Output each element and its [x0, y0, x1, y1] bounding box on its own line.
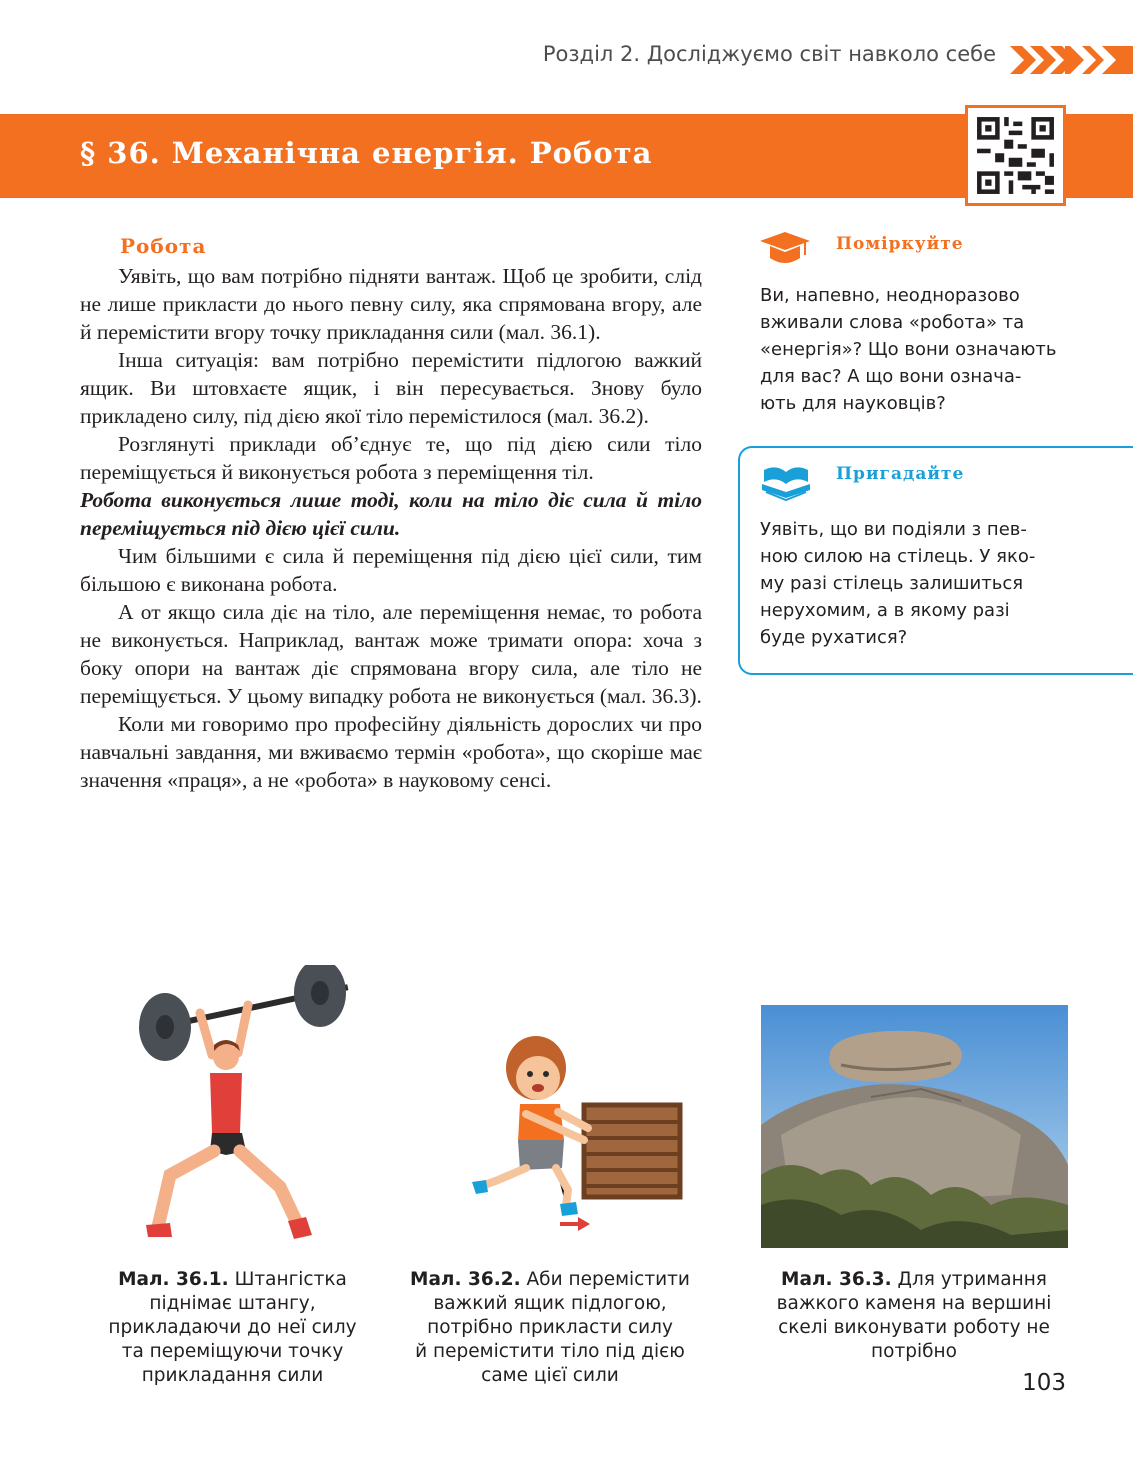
figure-caption-text: Аби перемістити важкий ящик підлогою, потрібно прикласти силу й перемістити тіло під дією саме цієї сили — [415, 1269, 690, 1386]
think-label: Поміркуйте — [836, 234, 964, 254]
graduation-cap-icon — [760, 232, 810, 268]
think-sidebar — [760, 228, 1133, 417]
figure-caption-3 — [755, 1268, 1073, 1364]
recall-sidebar — [738, 446, 1133, 675]
figure-label: Мал. 36.3. — [781, 1269, 892, 1290]
running-header — [0, 38, 1133, 78]
title-bar — [0, 114, 1133, 198]
main-text-column — [80, 230, 702, 794]
boy-pushing-box-illustration — [468, 1030, 688, 1235]
qr-code-icon — [968, 108, 1063, 203]
paragraph: Інша ситуація: вам потрібно перемістити підлогою важкий ящик. Ви штовхаєте ящик, і він пересувається. Знову було прикладено силу, під дією якої тіло перемістилося (мал. 36.2). — [80, 348, 702, 428]
figure-caption-text: Для утримання важкого каменя на вершині скелі виконувати роботу не потрібно — [776, 1269, 1052, 1362]
paragraph: Чим більшими є сила й переміщення під дією цієї сили, тим більшою є виконана робота. — [80, 544, 702, 596]
think-text: Ви, напевно, неодноразово вживали слова «робота» та «енергія»? Що вони означають для вас? А що вони означа- ють для науковців? — [760, 285, 1057, 414]
recall-label: Пригадайте — [836, 464, 965, 484]
definition-paragraph: Робота виконується лише тоді, коли на тіло діє сила й тіло переміщується під дією цієї сили. — [80, 488, 702, 540]
books-icon — [760, 464, 812, 502]
weightlifter-illustration — [130, 965, 350, 1255]
paragraph: Коли ми говоримо про професійну діяльність дорослих чи про навчальні завдання, ми вживаємо термін «робота», що скоріше має значення «праця», а не «робота» в науковому сенсі. — [80, 712, 702, 792]
paragraph: Розглянуті приклади об’єднує те, що під дією сили тіло переміщується й виконується робота з переміщення тіл. — [80, 432, 702, 484]
page-number: 103 — [1022, 1370, 1066, 1396]
balanced-rock-photo — [761, 1005, 1068, 1248]
recall-text: Уявіть, що ви подіяли з пев- ною силою на стілець. У яко- му разі стілець залишиться нерухомим, а в якому разі буде рухатися? — [760, 519, 1036, 648]
paragraph: А от якщо сила діє на тіло, але переміщення немає, то робота не виконується. Наприклад, вантаж може тримати опора: хоча з боку опори на вантаж діє спрямована вгору сила, але тіло не переміщується. У цьому випадку робота не виконується (мал. 36.3). — [80, 600, 702, 708]
figure-caption-2 — [395, 1268, 705, 1388]
page-title: § 36. Механічна енергія. Робота — [80, 136, 653, 170]
qr-code[interactable] — [965, 105, 1066, 206]
chevrons-icon — [1010, 44, 1133, 76]
section-heading: Робота — [120, 234, 207, 258]
figure-label: Мал. 36.1. — [118, 1269, 229, 1290]
figure-caption-text: Штангістка піднімає штангу, прикладаючи до неї силу та переміщуючи точку прикладання сили — [108, 1269, 357, 1386]
paragraph: Уявіть, що вам потрібно підняти вантаж. Щоб це зробити, слід не лише прикласти до нього певну силу, яка спрямована вгору, але й перемістити вгору точку прикладання сили (мал. 36.1). — [80, 264, 702, 344]
running-title: Розділ 2. Досліджуємо світ навколо себе — [542, 42, 996, 66]
figure-caption-1 — [80, 1268, 385, 1388]
figure-label: Мал. 36.2. — [410, 1269, 521, 1290]
